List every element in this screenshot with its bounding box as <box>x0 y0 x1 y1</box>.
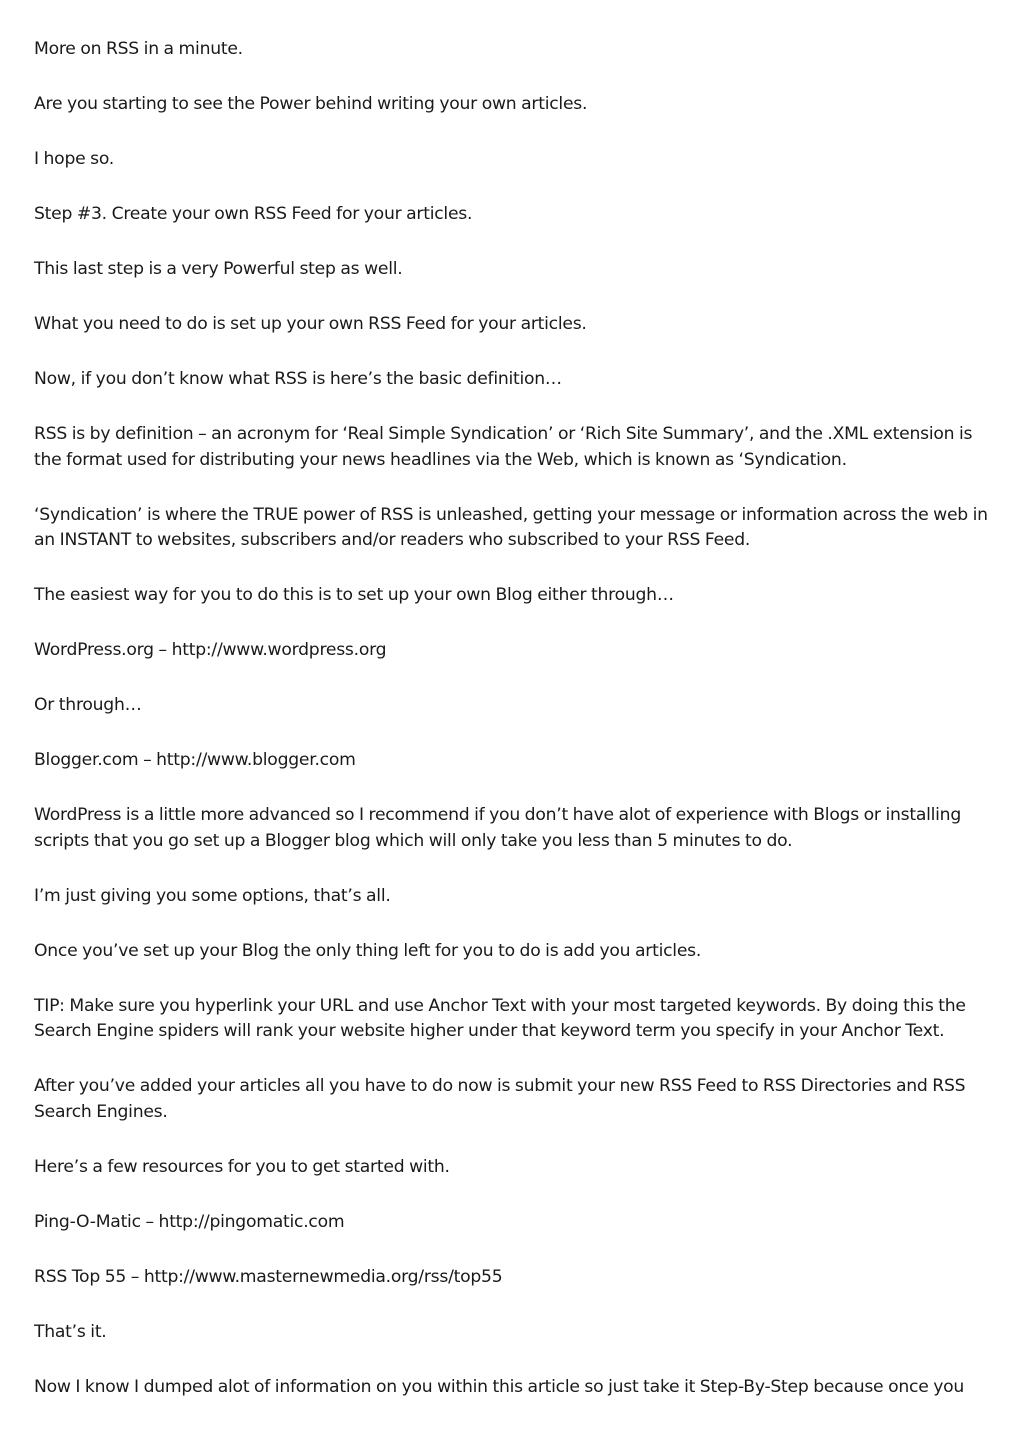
paragraph-easiest-way: The easiest way for you to do this is to set up your own Blog either through… <box>34 585 674 605</box>
paragraph-submit-feed: After you’ve added your articles all you have to do now is submit your new RSS Feed to RSS Directories and RSS Search Engines. <box>34 1076 966 1122</box>
paragraph-resources: Here’s a few resources for you to get started with. <box>34 1156 450 1177</box>
paragraph-add-articles: Once you’ve set up your Blog the only thing left for you to do is add you articles. <box>34 940 702 961</box>
paragraph-thats-it: That’s it. <box>34 1321 107 1342</box>
paragraph-tip: TIP: Make sure you hyperlink your URL and use Anchor Text with your most targeted keywords. By doing this the Search Engine spiders will rank your website higher under that keyword term you specify in your Anchor Text. <box>34 995 966 1041</box>
paragraph-options: I’m just giving you some options, that’s all. <box>34 885 391 906</box>
paragraph-blogger-link: Blogger.com – http://www.blogger.com <box>34 750 356 770</box>
paragraph-rss-minute: More on RSS in a minute. <box>34 39 243 59</box>
document-page <box>34 37 994 1430</box>
paragraph-syndication: ‘Syndication’ is where the TRUE power of RSS is unleashed, getting your message or information across the web in an INSTANT to websites, subscribers and/or readers who subscribed to your RSS Feed. <box>34 504 988 550</box>
paragraph-power-question: Are you starting to see the Power behind writing your own articles. <box>34 94 588 114</box>
paragraph-rss-top55-link: RSS Top 55 – http://www.masternewmedia.org/rss/top55 <box>34 1266 503 1287</box>
paragraph-or-through: Or through… <box>34 695 142 715</box>
paragraph-rss-definition: RSS is by definition – an acronym for ‘Real Simple Syndication’ or ‘Rich Site Summary’, and the .XML extension is the format used for distributing your news headlines via the Web, which is known as ‘Syndication. <box>34 424 973 470</box>
paragraph-hope-so: I hope so. <box>34 149 115 169</box>
paragraph-definition-intro: Now, if you don’t know what RSS is here’s the basic definition… <box>34 369 562 389</box>
paragraph-wordpress-link: WordPress.org – http://www.wordpress.org <box>34 640 387 660</box>
paragraph-closing: Now I know I dumped alot of information on you within this article so just take it Step-By-Step because once you <box>34 1376 965 1397</box>
paragraph-wordpress-advanced: WordPress is a little more advanced so I recommend if you don’t have alot of experience with Blogs or installing scripts that you go set up a Blogger blog which will only take you less than 5 minutes to do. <box>34 805 961 851</box>
paragraph-step-3-heading: Step #3. Create your own RSS Feed for your articles. <box>34 204 473 224</box>
paragraph-set-up-feed: What you need to do is set up your own RSS Feed for your articles. <box>34 314 587 334</box>
paragraph-last-step: This last step is a very Powerful step as well. <box>34 259 403 279</box>
paragraph-pingomatic-link: Ping-O-Matic – http://pingomatic.com <box>34 1211 345 1232</box>
